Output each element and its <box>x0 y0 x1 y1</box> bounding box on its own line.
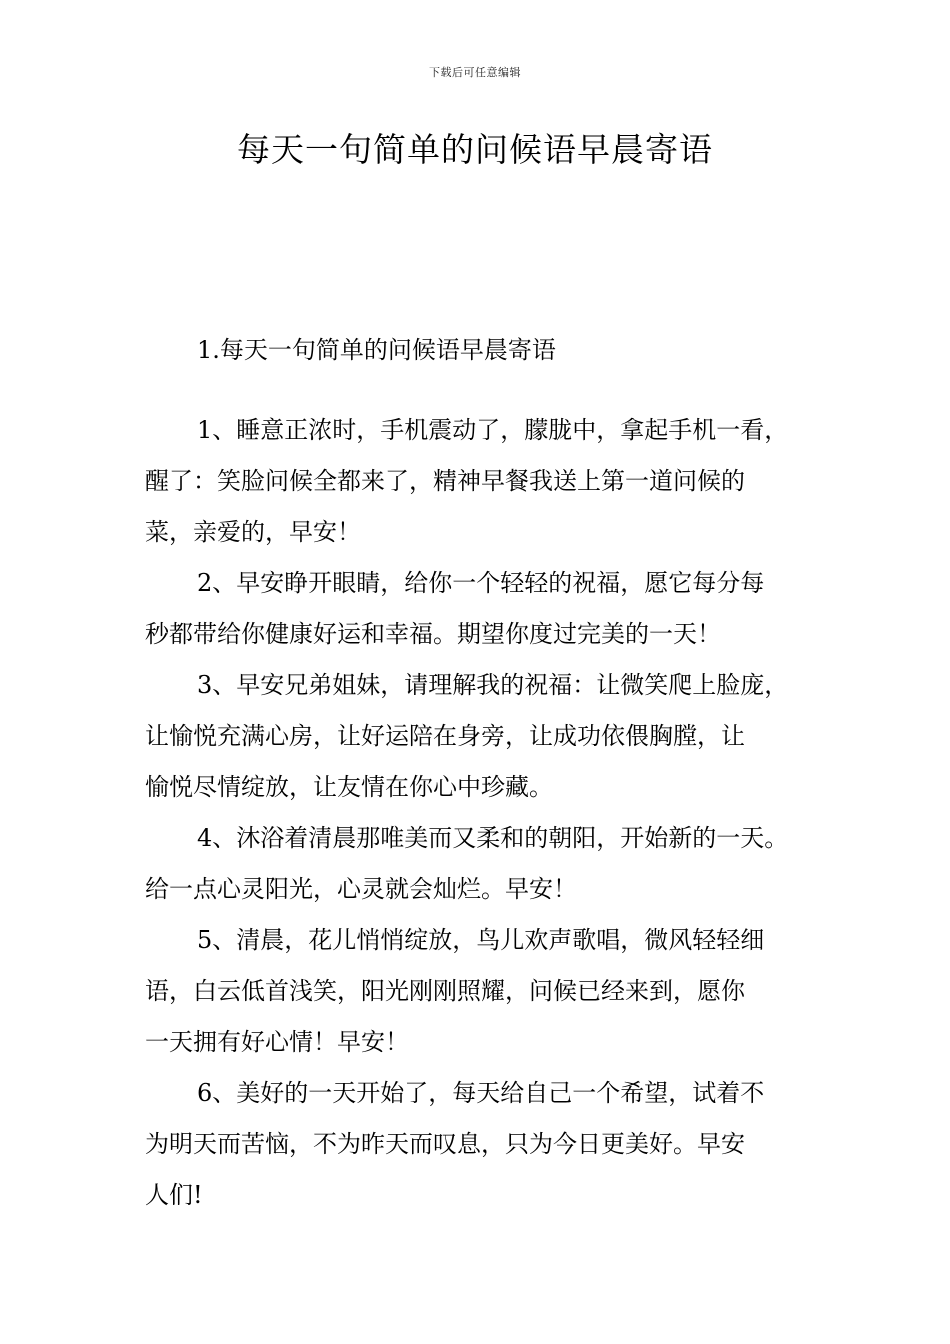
paragraph-1: 1、睡意正浓时，手机震动了，朦胧中，拿起手机一看， 醒了：笑脸问候全都来了，精神早餐我送上第一道问候的 菜，亲爱的，早安！ <box>145 416 789 546</box>
paragraph-2: 2、早安睁开眼睛，给你一个轻轻的祝福，愿它每分每 秒都带给你健康好运和幸福。期望你度过完美的一天！ <box>145 569 765 648</box>
paragraph-5: 5、清晨，花儿悄悄绽放，鸟儿欢声歌唱，微风轻轻细 语，白云低首浅笑，阳光刚刚照耀，问候已经来到，愿你 一天拥有好心情！早安！ <box>145 926 765 1056</box>
paragraph-4: 4、沐浴着清晨那唯美而又柔和的朝阳，开始新的一天。 给一点心灵阳光，心灵就会灿烂。早安！ <box>145 824 789 903</box>
paragraph-6: 6、美好的一天开始了，每天给自己一个希望，试着不 为明天而苦恼，不为昨天而叹息，只为今日更美好。早安 人们! <box>145 1079 765 1209</box>
paragraph-3: 3、早安兄弟姐妹，请理解我的祝福：让微笑爬上脸庞， 让愉悦充满心房，让好运陪在身旁，让成功依偎胸膛，让 愉悦尽情绽放，让友情在你心中珍藏。 <box>145 671 789 801</box>
document-body <box>145 330 835 1221</box>
page-title: 每天一句简单的问候语早晨寄语 <box>237 130 713 169</box>
header-note: 下载后可任意编辑 <box>429 66 521 79</box>
section-heading: 1.每天一句简单的问候语早晨寄语 <box>197 336 556 364</box>
